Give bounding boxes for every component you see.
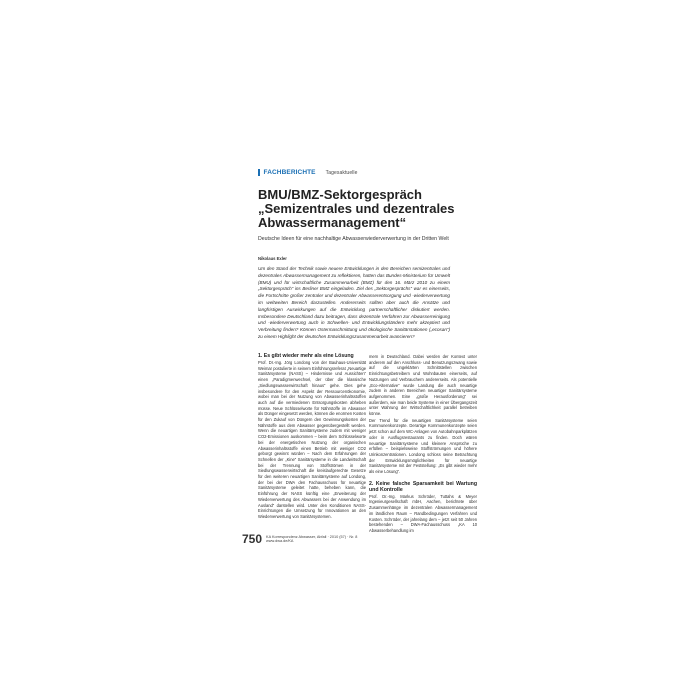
body-text: Prof. Dr.-Ing. Markus Schröder, Tuttahs & Meyer Ingenieurgesellschaft mbH, Aachen, berichtete über Zusammenhänge im dezentralen Abwassermanagement im ländlichen Raum – Randbedingungen Verfahren und Kosten. Schröder, der jahrelang dem – jetzt seit 50 Jahren bestehenden – DWA-Fachausschuss „KA 10 Abwasserbehandlung im xyxy=(369,493,477,533)
section-header xyxy=(258,169,358,176)
body-text: mern in Deutschland. Dabei werden der Kontext unter anderem auf den Anschluss- und Benutzungszwang sowie auf die ungeklärten Schnittstellen zwischen Einrichtungsbetreibern und Wohnbauten einerseits, auf Nutzungen und Verbrauchern andererseits. Als potentielle „Eco-Alternative“ wurde Landung die auch neuartige zudem in anderen Bereichen neuartiger Sanitärsysteme aufgenommen. Eine „große Herausforderung“ sei außerdem, wie man beide Systeme in einer Übergangszeit unter Wahrung der Wirtschaftlichkeit parallel betreiben könne. xyxy=(369,354,477,417)
section-bar xyxy=(258,169,260,176)
section-heading: 2. Keine falsche Sparsamkeit bei Wartung und Kontrolle xyxy=(369,480,477,493)
journal-info xyxy=(266,535,357,544)
author-name: Nikolaus Exler xyxy=(258,256,287,261)
journal-line: KA Korrespondenz Abwasser, Abfall · 2010 (57) · Nr. 8 xyxy=(266,534,358,539)
lead-paragraph: Um den Stand der Technik sowie neuere Entwicklungen in den Bereichen semizentrales und dezentrales Abwassermanagement zu reflektieren, hatten das Bundes-Ministerium für Umwelt (BMU) und für wirtschaftliche Zusammenarbeit (BMZ) für den 16. März 2010 zu einem „Sektorgespräch“ ins Berliner BMZ eingeladen. Ziel des „Sektorgesprächs“ war es einerseits, die Fortschritte großer zentraler und dezentraler Abwasserentsorgung und -wiederverwertung im weltweiten Bereich darzustellen. Andererseits sollten aber auch die Ansätze und langfristigen Auswirkungen auf die Entwicklung partnerschaftlicher diskutiert werden. Insbesondere Deutschland dazu beitragen, dass dezentrale Verfahren zur Abwasserreinigung und -wiederverwertung auch in Schwellen- und Entwicklungsländern mehr akzeptiert und Verbreitung finden? Können Ostermaschmittung und ökologische Sanitärstationen („ecosan“) zu einem Highlight der deutschen Entwicklungszusammenarbeit avancieren? xyxy=(258,266,450,339)
text-column-right xyxy=(369,354,477,535)
text-column-left xyxy=(258,353,366,521)
body-text: Der Trend für die neuartigen Sanitärsysteme seien Kommunenkonzepte. Derartige Kommunenkonzepte seien jetzt schon auf dem WC-Anlagen von Autobahnparkplätzen oder in Ausflugsrestaurants zu finden. Doch wären neuartige Sanitärsysteme und kleinere Ansprüche zu erfüllen – beispielsweise Stoffströmungen und höhere Urinkonzentrationen. Londong schloss seine Betrachtung der Entwicklungsmöglichkeiten für neuartige Sanitärsysteme mit der Feststellung: „Es gibt wieder mehr als eine Lösung“. xyxy=(369,417,477,475)
page-footer xyxy=(242,532,357,546)
article-subtitle: Deutsche Ideen für eine nachhaltige Abwasserwiederverwertung in der Dritten Welt xyxy=(258,236,449,242)
section-heading: 1. Es gibt wieder mehr als eine Lösung xyxy=(258,353,354,359)
journal-line: www.dwa.de/KA xyxy=(266,539,294,543)
topic-label: Tagesaktuelle xyxy=(325,169,358,176)
page-number: 750 xyxy=(242,532,263,546)
title-line: „Semizentrales und dezentrales xyxy=(258,201,455,216)
section-label: FACHBERICHTE xyxy=(263,169,316,176)
body-text: Prof. Dr.-Ing. Jörg Londong von der Bauhaus-Universität Weimar postulierte in seinem Einführungsreferat „Neuartige Sanitärsysteme (NASS) – Hindernisse und Aussichten“ einen „Paradigmenwechsel, der über die klassische „Siedlungswasserwirtschaft hinaus“ gehe. Dies gehe insbesondere für den Aspekt der Ressourcenökonomie, wobei man bei der Nutzung von Abwasserinhaltsstoffen auch auf die vermiedenen Entsorgungskosten abheben müsse. Neue Schlüsselworte für Nährstoffe im Abwasser als Dünger eingesetzt werden, können die enormen Kosten für den Zukauf von Düngern den Gewinnungskosten der Nährstoffe aus dem Abwasser gegenübergestellt werden. Wenn die neuartigen Sanitärsysteme zudem mit weniger CO2-Emissionen auskommen – beim dem Schlüsselworte bei der energetischen Nutzung der organischen Abwasserinhaltsstoffe einen Betrieb mit weniger CO2 geborgt gewinnt würden – Nach dem Erfahrungen der Schnellen der „Kine“ Sanitärsysteme in die Landwirtschaft bei der Trennung von Stoffströmen in der Siedlungswasserwirtschaft die kreislaufgerechte Gesetze für den weiteren neuartigen Sanitärsysteme auf Londong, der bei der DWA den Fachausschuss für neuartige Sanitärsysteme geleitet hatte, beheben kann, die Einführung der NASS künftig eine „Erweiterung der Wiederverwertung des Abwassers bei der Anwendung im Ausland“ darstellen wird. Unter den Konditionen NASS-Einrichtungen die Umsetzung für Innovationen an den Wiederverwertung von Sanitärsystemen. xyxy=(258,360,366,519)
title-line: Abwassermanagement“ xyxy=(258,215,407,230)
article-title xyxy=(258,188,488,230)
title-line: BMU/BMZ-Sektorgespräch xyxy=(258,187,422,202)
